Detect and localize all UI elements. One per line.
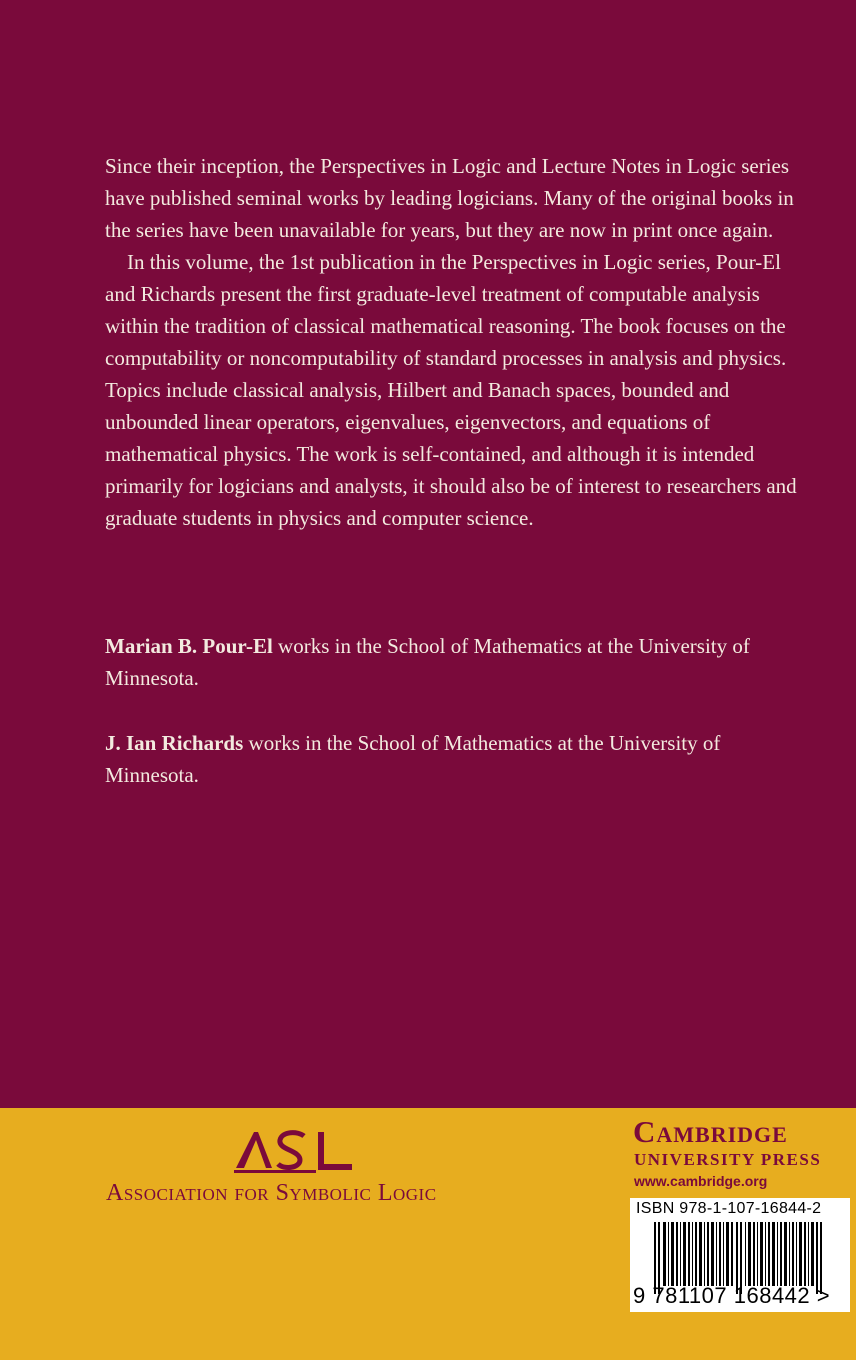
barcode	[630, 1198, 850, 1312]
description-paragraph-1: Since their inception, the Perspectives in Logic and Lecture Notes in Logic series have published seminal works by leading logicians. Many of the original books in the series have been unavailable for years, but they are now in print once again.	[105, 154, 794, 242]
publisher-subtitle: UNIVERSITY PRESS	[634, 1150, 822, 1169]
author-bio-text-1: works in the School of Mathematics at the University of Minnesota.	[105, 634, 750, 690]
publisher-url: www.cambridge.org	[634, 1173, 768, 1189]
isbn-label: ISBN 978-1-107-16844-2	[636, 1200, 822, 1217]
author-name-1: Marian B. Pour-El	[105, 634, 273, 658]
author-name-2: J. Ian Richards	[105, 731, 244, 755]
asl-name: Association for Symbolic Logic	[106, 1180, 437, 1206]
author-bio-text-2: works in the School of Mathematics at the University of Minnesota.	[105, 731, 721, 787]
asl-logo-icon	[234, 1128, 354, 1174]
author-bio-1	[105, 630, 805, 694]
author-bio-2	[105, 727, 805, 791]
description-paragraph-2: In this volume, the 1st publication in the Perspectives in Logic series, Pour-El and Richards present the first graduate-level treatment of computable analysis within the tradition of classical mathematical reasoning. The book focuses on the computability or noncomputability of standard processes in analysis and physics. Topics include classical analysis, Hilbert and Banach spaces, bounded and unbounded linear operators, eigenvalues, eigenvectors, and equations of mathematical physics. The work is self-contained, and although it is intended primarily for logicians and analysts, it should also be of interest to researchers and graduate students in physics and computer science.	[105, 250, 797, 530]
description	[105, 150, 805, 534]
publisher-name: Cambridge	[633, 1114, 788, 1149]
ean-digits: 9 781107 168442 >	[633, 1283, 831, 1308]
